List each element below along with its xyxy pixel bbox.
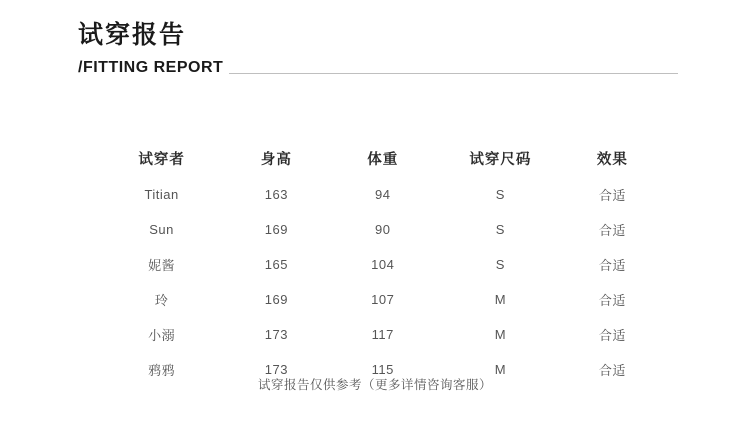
cell-effect: 合适 [598,223,626,238]
table-row [100,282,660,317]
cell-tester: 玲 [154,293,169,308]
table-row [100,317,660,352]
cell-height: 165 [264,257,288,272]
cell-size: S [495,222,505,237]
subtitle-row [78,56,678,80]
cell-effect: 合适 [598,363,626,378]
cell-size: S [495,257,505,272]
cell-tester: Sun [149,222,174,237]
cell-tester: 小溺 [148,328,176,343]
cell-height: 169 [264,292,288,307]
cell-height: 163 [264,187,288,202]
column-header-effect: 效果 [596,152,628,168]
cell-effect: 合适 [598,258,626,273]
cell-size: M [494,292,507,307]
page-subtitle: /FITTING REPORT [78,56,229,80]
cell-height: 173 [264,327,288,342]
cell-size: M [494,327,507,342]
table-row [100,247,660,282]
cell-weight: 90 [375,222,391,237]
cell-weight: 117 [371,327,394,342]
table-row [100,212,660,247]
cell-weight: 104 [371,257,395,272]
fitting-table [100,148,660,387]
cell-effect: 合适 [598,328,626,343]
page-title: 试穿报告 [78,21,187,49]
cell-height: 169 [264,222,288,237]
cell-weight: 107 [371,292,395,307]
cell-weight: 94 [375,187,391,202]
table-header-row [100,148,660,177]
column-header-tester: 试穿者 [138,152,185,168]
cell-weight: 115 [371,362,394,377]
report-header [78,18,678,80]
cell-effect: 合适 [598,293,626,308]
column-header-size: 试穿尺码 [469,152,532,168]
cell-tester: Titian [144,187,179,202]
cell-tester: 妮酱 [148,258,176,273]
footer-note: 试穿报告仅供参考（更多详情咨询客服） [257,378,492,392]
cell-tester: 鸦鸦 [148,363,176,378]
cell-size: S [495,187,505,202]
column-header-weight: 体重 [367,152,399,168]
table-header [100,148,660,177]
table-body [100,177,660,387]
cell-effect: 合适 [598,188,626,203]
cell-height: 173 [264,362,288,377]
cell-size: M [494,362,507,377]
table-row [100,177,660,212]
column-header-height: 身高 [260,152,292,168]
fitting-table-container [100,148,660,387]
